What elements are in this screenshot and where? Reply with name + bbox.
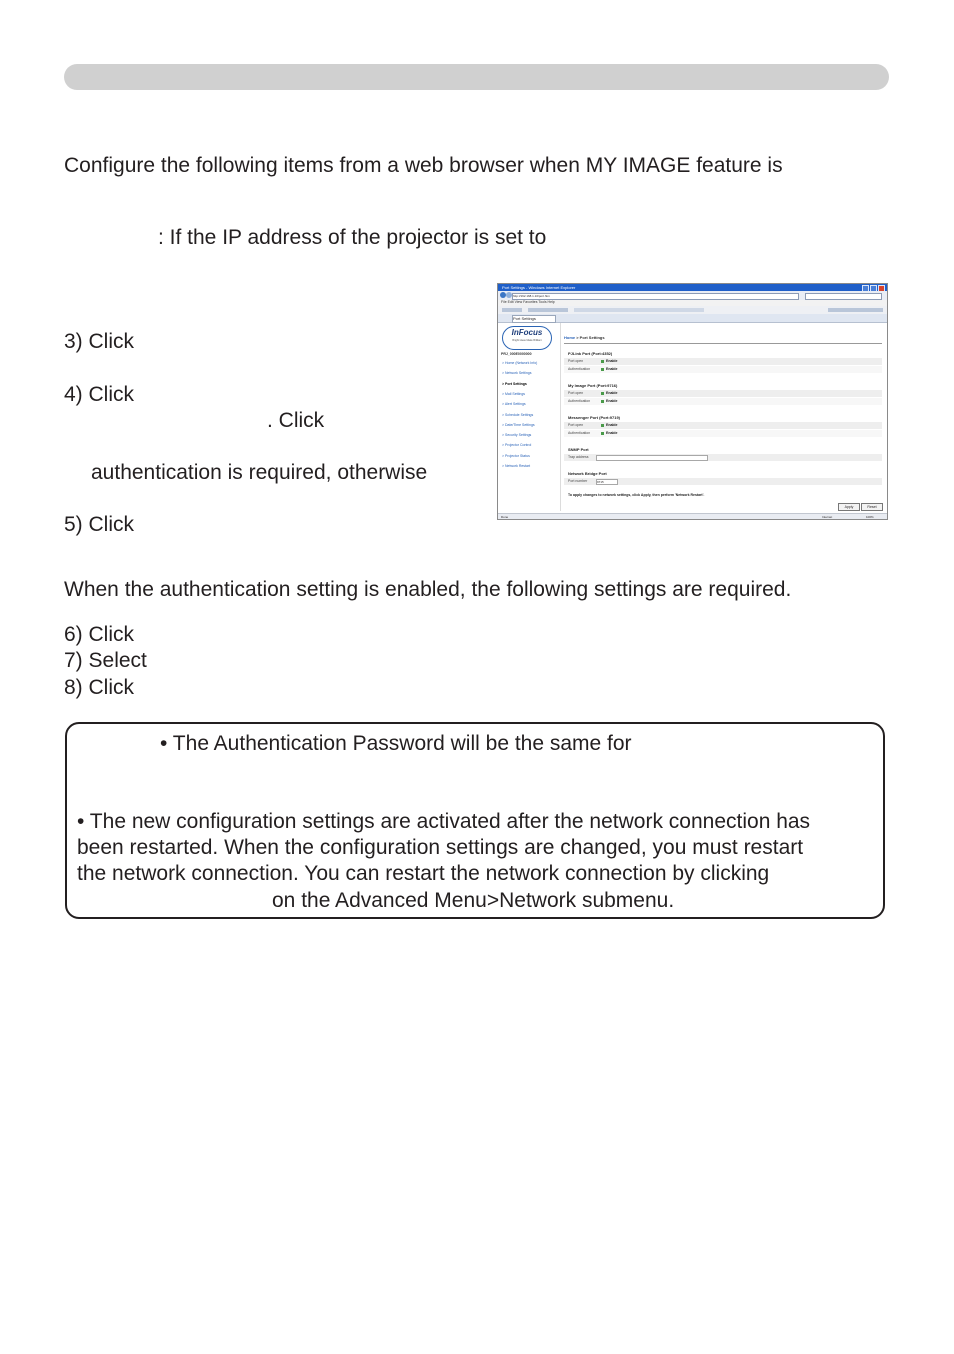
step-4-continued: . Click	[267, 409, 325, 432]
window-title: Port Settings - Windows Internet Explorer	[502, 285, 576, 290]
sidebar-link: > Schedule Settings	[502, 412, 534, 417]
authentication-intro: When the authentication setting is enabled, the following settings are required.	[64, 578, 792, 601]
toolbar-search-box	[528, 308, 568, 312]
sidebar-link: > Alert Settings	[502, 402, 526, 407]
sidebar-link: > Port Settings	[502, 381, 527, 386]
row-label: Authentication	[568, 399, 591, 403]
section-title: Network Bridge Port	[568, 471, 607, 476]
step-4-authentication: authentication is required, otherwise	[91, 461, 428, 484]
status-zone: Internet	[822, 515, 833, 519]
menu-bar: File Edit View Favorites Tools Help	[498, 300, 887, 306]
step-7: 7) Select	[64, 649, 147, 672]
settings-row	[564, 430, 882, 437]
note-paragraph-2-line-3: the network connection. You can restart the network connection by clicking	[77, 862, 770, 885]
device-id: PRJ_000E0000000	[501, 352, 532, 356]
toolbar-buttons	[574, 308, 704, 312]
ip-note: : If the IP address of the projector is set to	[158, 226, 547, 249]
checkbox-icon	[601, 424, 604, 427]
window-titlebar	[498, 284, 887, 291]
checkbox-icon	[601, 368, 604, 371]
infocus-logo	[502, 326, 552, 350]
settings-row	[564, 358, 882, 365]
step-4: 4) Click	[64, 383, 135, 406]
row-label: Port open	[568, 359, 584, 363]
sidebar-link: > Projector Control	[502, 443, 532, 448]
step-3: 3) Click	[64, 330, 135, 353]
settings-row	[564, 366, 882, 373]
sidebar-link: > Home (Network Info)	[502, 361, 538, 365]
browser-screenshot	[497, 283, 888, 520]
section-title: PJLink Port (Port:4352)	[568, 351, 613, 356]
row-value: Enable	[606, 367, 618, 371]
row-value: Enable	[606, 399, 618, 403]
section-header-bar	[64, 64, 889, 90]
sidebar-link: > Network Restart	[502, 464, 531, 468]
web-main-content	[564, 323, 884, 511]
sidebar-link: > Projector Status	[502, 453, 530, 458]
step-6: 6) Click	[64, 623, 135, 646]
tab-port-settings: Port Settings	[512, 315, 556, 323]
section-title: SNMP Port	[568, 447, 589, 452]
note-line-1: • The Authentication Password will be the same for	[160, 732, 632, 755]
status-text: Done	[501, 515, 509, 519]
intro-paragraph: Configure the following items from a web browser when MY IMAGE feature is	[64, 154, 783, 177]
apply-button: Apply	[838, 503, 860, 511]
section-title: Messenger Port (Port:9719)	[568, 415, 621, 420]
checkbox-icon	[601, 400, 604, 403]
note-paragraph-2-line-1: • The new configuration settings are activated after the network connection has	[77, 810, 811, 833]
settings-row	[564, 398, 882, 405]
row-label: Authentication	[568, 367, 591, 371]
divider	[564, 343, 882, 344]
step-5: 5) Click	[64, 513, 135, 536]
reset-button: Reset	[861, 503, 883, 511]
row-label: Authentication	[568, 431, 591, 435]
settings-row	[564, 390, 882, 397]
step-8: 8) Click	[64, 676, 135, 699]
row-label: Port open	[568, 423, 584, 427]
note-paragraph-2-line-2: been restarted. When the configuration settings are changed, you must restart	[77, 836, 804, 859]
row-input: 9715	[596, 479, 618, 485]
checkbox-icon	[601, 392, 604, 395]
apply-notice: To apply changes to network settings, click Apply, then perform 'Network Restart'.	[568, 493, 705, 497]
row-label: Trap address	[568, 455, 589, 459]
logo-text: InFocus	[511, 328, 543, 337]
google-toolbar-icon	[502, 308, 522, 312]
row-value: Enable	[606, 423, 618, 427]
breadcrumb	[564, 335, 605, 340]
checkbox-icon	[601, 432, 604, 435]
settings-row	[564, 422, 882, 429]
web-sidebar	[498, 323, 561, 511]
sidebar-link: > Security Settings	[502, 433, 532, 438]
section-title: My Image Port (Port:9716)	[568, 383, 618, 388]
toolbar-right-buttons	[828, 308, 883, 312]
note-paragraph-2-line-4: on the Advanced Menu>Network submenu.	[272, 889, 675, 912]
url-field: http://192.168.1.10/port.htm	[512, 293, 799, 300]
breadcrumb-home: Home	[564, 335, 576, 340]
status-bar	[498, 513, 887, 520]
sidebar-link: > Date/Time Settings	[502, 422, 535, 427]
row-value: Enable	[606, 391, 618, 395]
row-label: Port number	[568, 479, 588, 483]
checkbox-icon	[601, 360, 604, 363]
logo-tagline: Bright Ideas Made Brilliant	[512, 339, 542, 342]
settings-row	[564, 454, 882, 461]
row-input	[596, 455, 708, 461]
tab-bar	[498, 314, 887, 323]
settings-row	[564, 478, 882, 485]
row-label: Port open	[568, 391, 584, 395]
row-value: Enable	[606, 359, 618, 363]
breadcrumb-page: > Port Settings	[575, 335, 605, 340]
row-value: Enable	[606, 431, 618, 435]
sidebar-link: > Network Settings	[502, 371, 532, 376]
sidebar-link: > Mail Settings	[502, 391, 526, 396]
search-field	[805, 293, 882, 300]
status-zoom: 100%	[866, 515, 874, 519]
